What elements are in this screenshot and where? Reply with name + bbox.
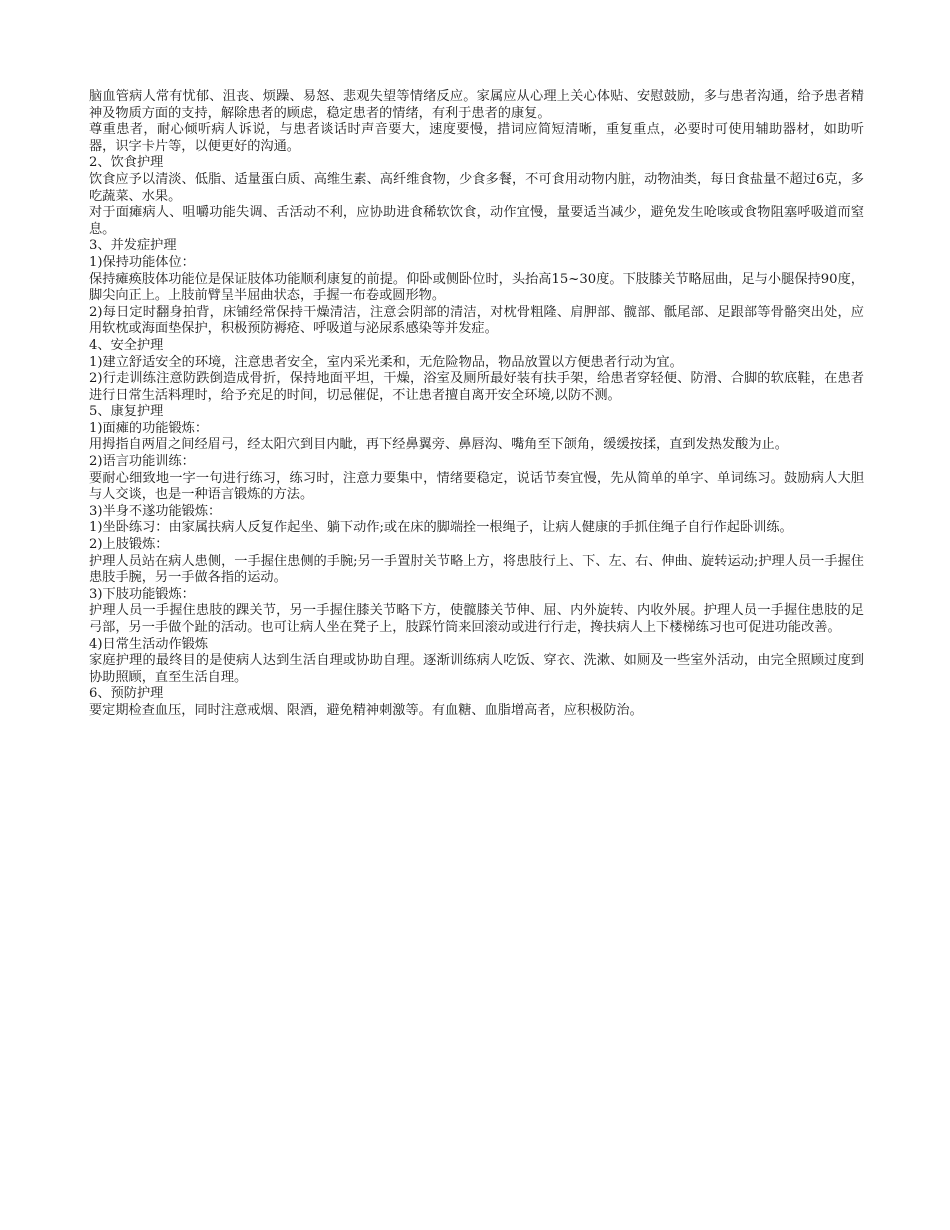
section-heading: 3、并发症护理 <box>89 238 177 254</box>
paragraph-body: 脑血管病人常有忧郁、沮丧、烦躁、易怒、悲观失望等情绪反应。家属应从心理上关心体贴、安慰鼓励，多与患者沟通，给予患者精神及物质方面的支持，解除患者的顾虑，稳定患者的情绪，有利于患者的康复。 <box>89 89 864 121</box>
document-body <box>89 89 864 720</box>
paragraph-body: 尊重患者，耐心倾听病人诉说，与患者谈话时声音要大，速度要慢，措词应简短清晰，重复重点，必要时可使用辅助器材，如助听器，识字卡片等，以便更好的沟通。 <box>89 122 864 154</box>
section-heading: 2、饮食护理 <box>89 155 164 171</box>
subsection-heading: 2)上肢锻炼： <box>89 537 169 553</box>
paragraph-body: 1)坐卧练习：由家属扶病人反复作起坐、躺下动作;或在床的脚端拴一根绳子，让病人健康的手抓住绳子自行作起卧训练。 <box>89 520 793 536</box>
subsection-heading: 3)下肢功能锻炼： <box>89 586 195 602</box>
paragraph-body: 保持瘫痪肢体功能位是保证肢体功能顺利康复的前提。仰卧或侧卧位时，头抬高15~30度。下肢膝关节略屈曲，足与小腿保持90度，脚尖向正上。上肢前臂呈半屈曲状态，手握一布卷或圆形物。 <box>89 271 864 304</box>
paragraph-body: 1)建立舒适安全的环境，注意患者安全，室内采光柔和，无危险物品，物品放置以方便患者行动为宜。 <box>89 354 683 370</box>
paragraph-body: 用拇指自两眉之间经眉弓，经太阳穴到目内眦，再下经鼻翼旁、鼻唇沟、嘴角至下颌角，缓缓按揉，直到发热发酸为止。 <box>89 437 788 453</box>
paragraph-body: 2)行走训练注意防跌倒造成骨折，保持地面平坦，干燥，浴室及厕所最好装有扶手架，给患者穿轻便、防滑、合脚的软底鞋，在患者进行日常生活料理时，给予充足的时间，切忌催促，不让患者擅自离开安全环境,以防不测。 <box>89 371 864 403</box>
paragraph-body: 对于面瘫病人、咀嚼功能失调、舌活动不利，应协助进食稀软饮食，动作宜慢，量要适当减少，避免发生呛咳或食物阻塞呼吸道而窒息。 <box>89 205 864 237</box>
paragraph-body: 要定期检查血压，同时注意戒烟、限酒，避免精神刺激等。有血糖、血脂增高者，应积极防治。 <box>89 702 643 718</box>
section-heading: 6、预防护理 <box>89 686 164 702</box>
paragraph-body: 家庭护理的最终目的是使病人达到生活自理或协助自理。逐渐训练病人吃饭、穿衣、洗漱、如厕及一些室外活动，由完全照顾过度到协助照顾，直至生活自理。 <box>89 653 864 685</box>
paragraph-body: 饮食应予以清淡、低脂、适量蛋白质、高维生素、高纤维食物，少食多餐，不可食用动物内脏，动物油类，每日食盐量不超过6克，多吃蔬菜、水果。 <box>89 171 864 204</box>
subsection-heading: 2)语言功能训练： <box>89 454 195 470</box>
subsection-heading: 1)保持功能体位： <box>89 254 195 270</box>
subsection-heading: 3)半身不遂功能锻炼： <box>89 503 222 519</box>
paragraph-body: 2)每日定时翻身拍背，床铺经常保持干燥清洁，注意会阴部的清洁，对枕骨粗隆、肩胛部、髋部、骶尾部、足跟部等骨骼突出处，应用软枕或海面垫保护，积极预防褥疮、呼吸道与泌尿系感染等并发症。 <box>89 304 864 337</box>
section-heading: 5、康复护理 <box>89 404 164 420</box>
section-heading: 4、安全护理 <box>89 337 164 353</box>
paragraph-body: 护理人员站在病人患侧，一手握住患侧的手腕;另一手置肘关节略上方，将患肢行上、下、左、右、伸曲、旋转运动;护理人员一手握住患肢手腕，另一手做各指的运动。 <box>89 553 864 586</box>
subsection-heading: 4)日常生活动作锻炼 <box>89 636 209 652</box>
paragraph-body: 要耐心细致地一字一句进行练习，练习时，注意力要集中，情绪要稳定，说话节奏宜慢，先从简单的单字、单词练习。鼓励病人大胆与人交谈，也是一种语言锻炼的方法。 <box>89 470 864 503</box>
subsection-heading: 1)面瘫的功能锻炼： <box>89 420 209 436</box>
paragraph-body: 护理人员一手握住患肢的踝关节，另一手握住膝关节略下方，使髋膝关节伸、屈、内外旋转、内收外展。护理人员一手握住患肢的足弓部，另一手做个趾的活动。也可让病人坐在凳子上，肢踩竹筒来回滚动或进行行走，搀扶病人上下楼梯练习也可促进功能改善。 <box>89 603 864 635</box>
